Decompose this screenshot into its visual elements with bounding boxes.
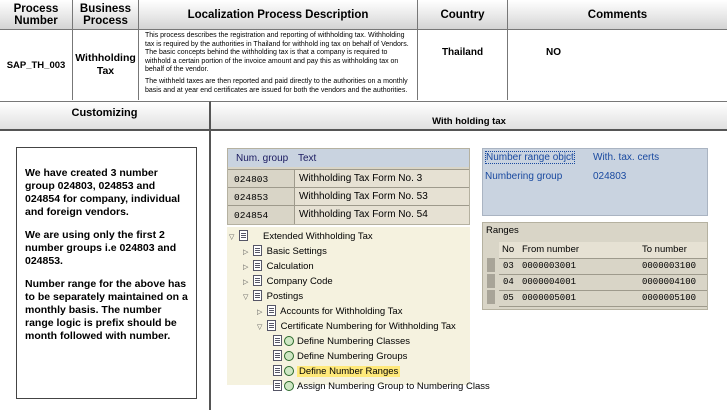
expanded-arrow-icon[interactable]: ▽	[243, 294, 249, 301]
description-cell	[139, 30, 418, 100]
col-to-number: To number	[642, 244, 687, 255]
withholding-heading: With holding tax	[211, 101, 727, 131]
table-row[interactable]	[228, 205, 469, 224]
country-cell: Thailand	[418, 30, 508, 100]
execute-icon[interactable]	[284, 351, 294, 361]
header-localization: Localization Process Description	[139, 0, 418, 30]
num-group-value: 024854	[234, 210, 269, 221]
document-icon	[253, 260, 262, 271]
col-no: No	[502, 244, 515, 255]
collapsed-arrow-icon[interactable]: ▷	[257, 309, 263, 316]
document-icon	[253, 275, 262, 286]
num-group-text: Withholding Tax Form No. 53	[294, 188, 469, 206]
note-paragraph-1: We have created 3 number group 024803, 024853 and 024854 for company, individual and foreign vendors.	[25, 167, 181, 218]
note-paragraph-2: We are using only the first 2 number groups i.e 024803 and 024853.	[25, 229, 177, 267]
document-icon	[253, 290, 262, 301]
range-from: 0000005001	[522, 293, 577, 303]
number-range-object-label: Number range objct	[486, 152, 574, 163]
tree-node[interactable]: ▽ Postings	[243, 290, 303, 304]
range-no: 03	[503, 261, 514, 271]
document-icon	[273, 365, 282, 376]
process-number-cell: SAP_TH_003	[0, 30, 73, 100]
document-icon	[267, 305, 276, 316]
tree-node[interactable]: ▷ Accounts for Withholding Tax	[257, 305, 402, 319]
header-comments: Comments	[508, 0, 727, 30]
range-to: 0000004100	[642, 277, 697, 287]
header-business-process: Business Process	[73, 0, 139, 30]
document-icon	[239, 230, 248, 241]
range-from: 0000004001	[522, 277, 577, 287]
num-group-text: Withholding Tax Form No. 3	[294, 170, 469, 188]
document-icon	[267, 320, 276, 331]
collapsed-arrow-icon[interactable]: ▷	[243, 264, 249, 271]
description-paragraph-1: This process describes the registration and reporting of withholding tax. Withholding tax is required by the authorities in Thailand for withhold ing tax on behalf of Vendors. The basic concepts behind the withholding tax is that a company is required to withhold a certain portion of the invoice amount and pay this as withholding tax on behalf of the vendor.	[145, 32, 409, 74]
num-group-text: Withholding Tax Form No. 54	[294, 206, 469, 224]
range-to: 0000005100	[642, 293, 697, 303]
range-no: 05	[503, 293, 514, 303]
col-num-group: Num. group	[236, 153, 289, 164]
range-from: 0000003001	[522, 261, 577, 271]
business-process-cell: Withholding Tax	[73, 30, 139, 100]
table-row[interactable]	[499, 258, 707, 275]
range-no: 04	[503, 277, 514, 287]
number-group-table	[227, 148, 470, 225]
description-paragraph-2: The withheld taxes are then reported and paid directly to the authorities on a monthly basis and at year end certificates are issued for both the vendors and the authorities.	[145, 77, 408, 94]
tree-node[interactable]: ▽ Certificate Numbering for Withholding Tax	[257, 320, 456, 334]
section-divider	[209, 131, 211, 410]
document-icon	[253, 245, 262, 256]
table-row[interactable]	[228, 169, 469, 188]
tree-node[interactable]: ▷ Company Code	[243, 275, 333, 289]
tree-node-selected[interactable]: Define Number Ranges	[271, 365, 400, 379]
row-selector-column[interactable]	[487, 258, 495, 306]
tree-node[interactable]: ▷ Basic Settings	[243, 245, 327, 259]
col-text: Text	[298, 153, 317, 164]
number-range-object-value: With. tax. certs	[593, 152, 660, 163]
img-tree	[227, 227, 490, 392]
header-country: Country	[418, 0, 508, 30]
customizing-note	[16, 147, 197, 399]
collapsed-arrow-icon[interactable]: ▷	[243, 279, 249, 286]
table-row[interactable]	[499, 290, 707, 307]
number-range-panel	[482, 148, 708, 216]
number-group-table-header	[228, 149, 469, 167]
numbering-group-value: 024803	[593, 171, 627, 182]
document-icon	[273, 350, 282, 361]
tree-node[interactable]: Define Numbering Groups	[271, 350, 407, 364]
table-row[interactable]	[499, 274, 707, 291]
range-to: 0000003100	[642, 261, 697, 271]
ranges-header	[499, 242, 707, 259]
num-group-value: 024853	[234, 192, 269, 203]
ranges-caption: Ranges	[486, 225, 519, 236]
tree-node[interactable]: Assign Numbering Group to Numbering Class	[271, 380, 490, 385]
header-process-number: Process Number	[0, 0, 73, 30]
tree-node[interactable]: ▽ Extended Withholding Tax	[229, 230, 373, 244]
execute-icon[interactable]	[284, 381, 294, 391]
ranges-panel	[482, 222, 708, 310]
comments-cell: NO	[546, 47, 561, 58]
tree-node[interactable]: ▷ Calculation	[243, 260, 314, 274]
execute-icon[interactable]	[284, 336, 294, 346]
col-from-number: From number	[522, 244, 580, 255]
expanded-arrow-icon[interactable]: ▽	[257, 324, 263, 331]
expanded-arrow-icon[interactable]: ▽	[229, 234, 235, 241]
num-group-value: 024803	[234, 174, 269, 185]
note-paragraph-3: Number range for the above has to be separately maintained on a monthly basis. The number range logic is prefix should be month followed with number.	[25, 278, 188, 342]
document-icon	[273, 335, 282, 346]
customizing-heading: Customizing	[0, 101, 211, 131]
execute-icon[interactable]	[284, 366, 294, 376]
collapsed-arrow-icon[interactable]: ▷	[243, 249, 249, 256]
table-row[interactable]	[228, 187, 469, 206]
tree-node[interactable]: Define Numbering Classes	[271, 335, 410, 349]
document-icon	[273, 380, 282, 391]
numbering-group-label: Numbering group	[485, 171, 563, 182]
